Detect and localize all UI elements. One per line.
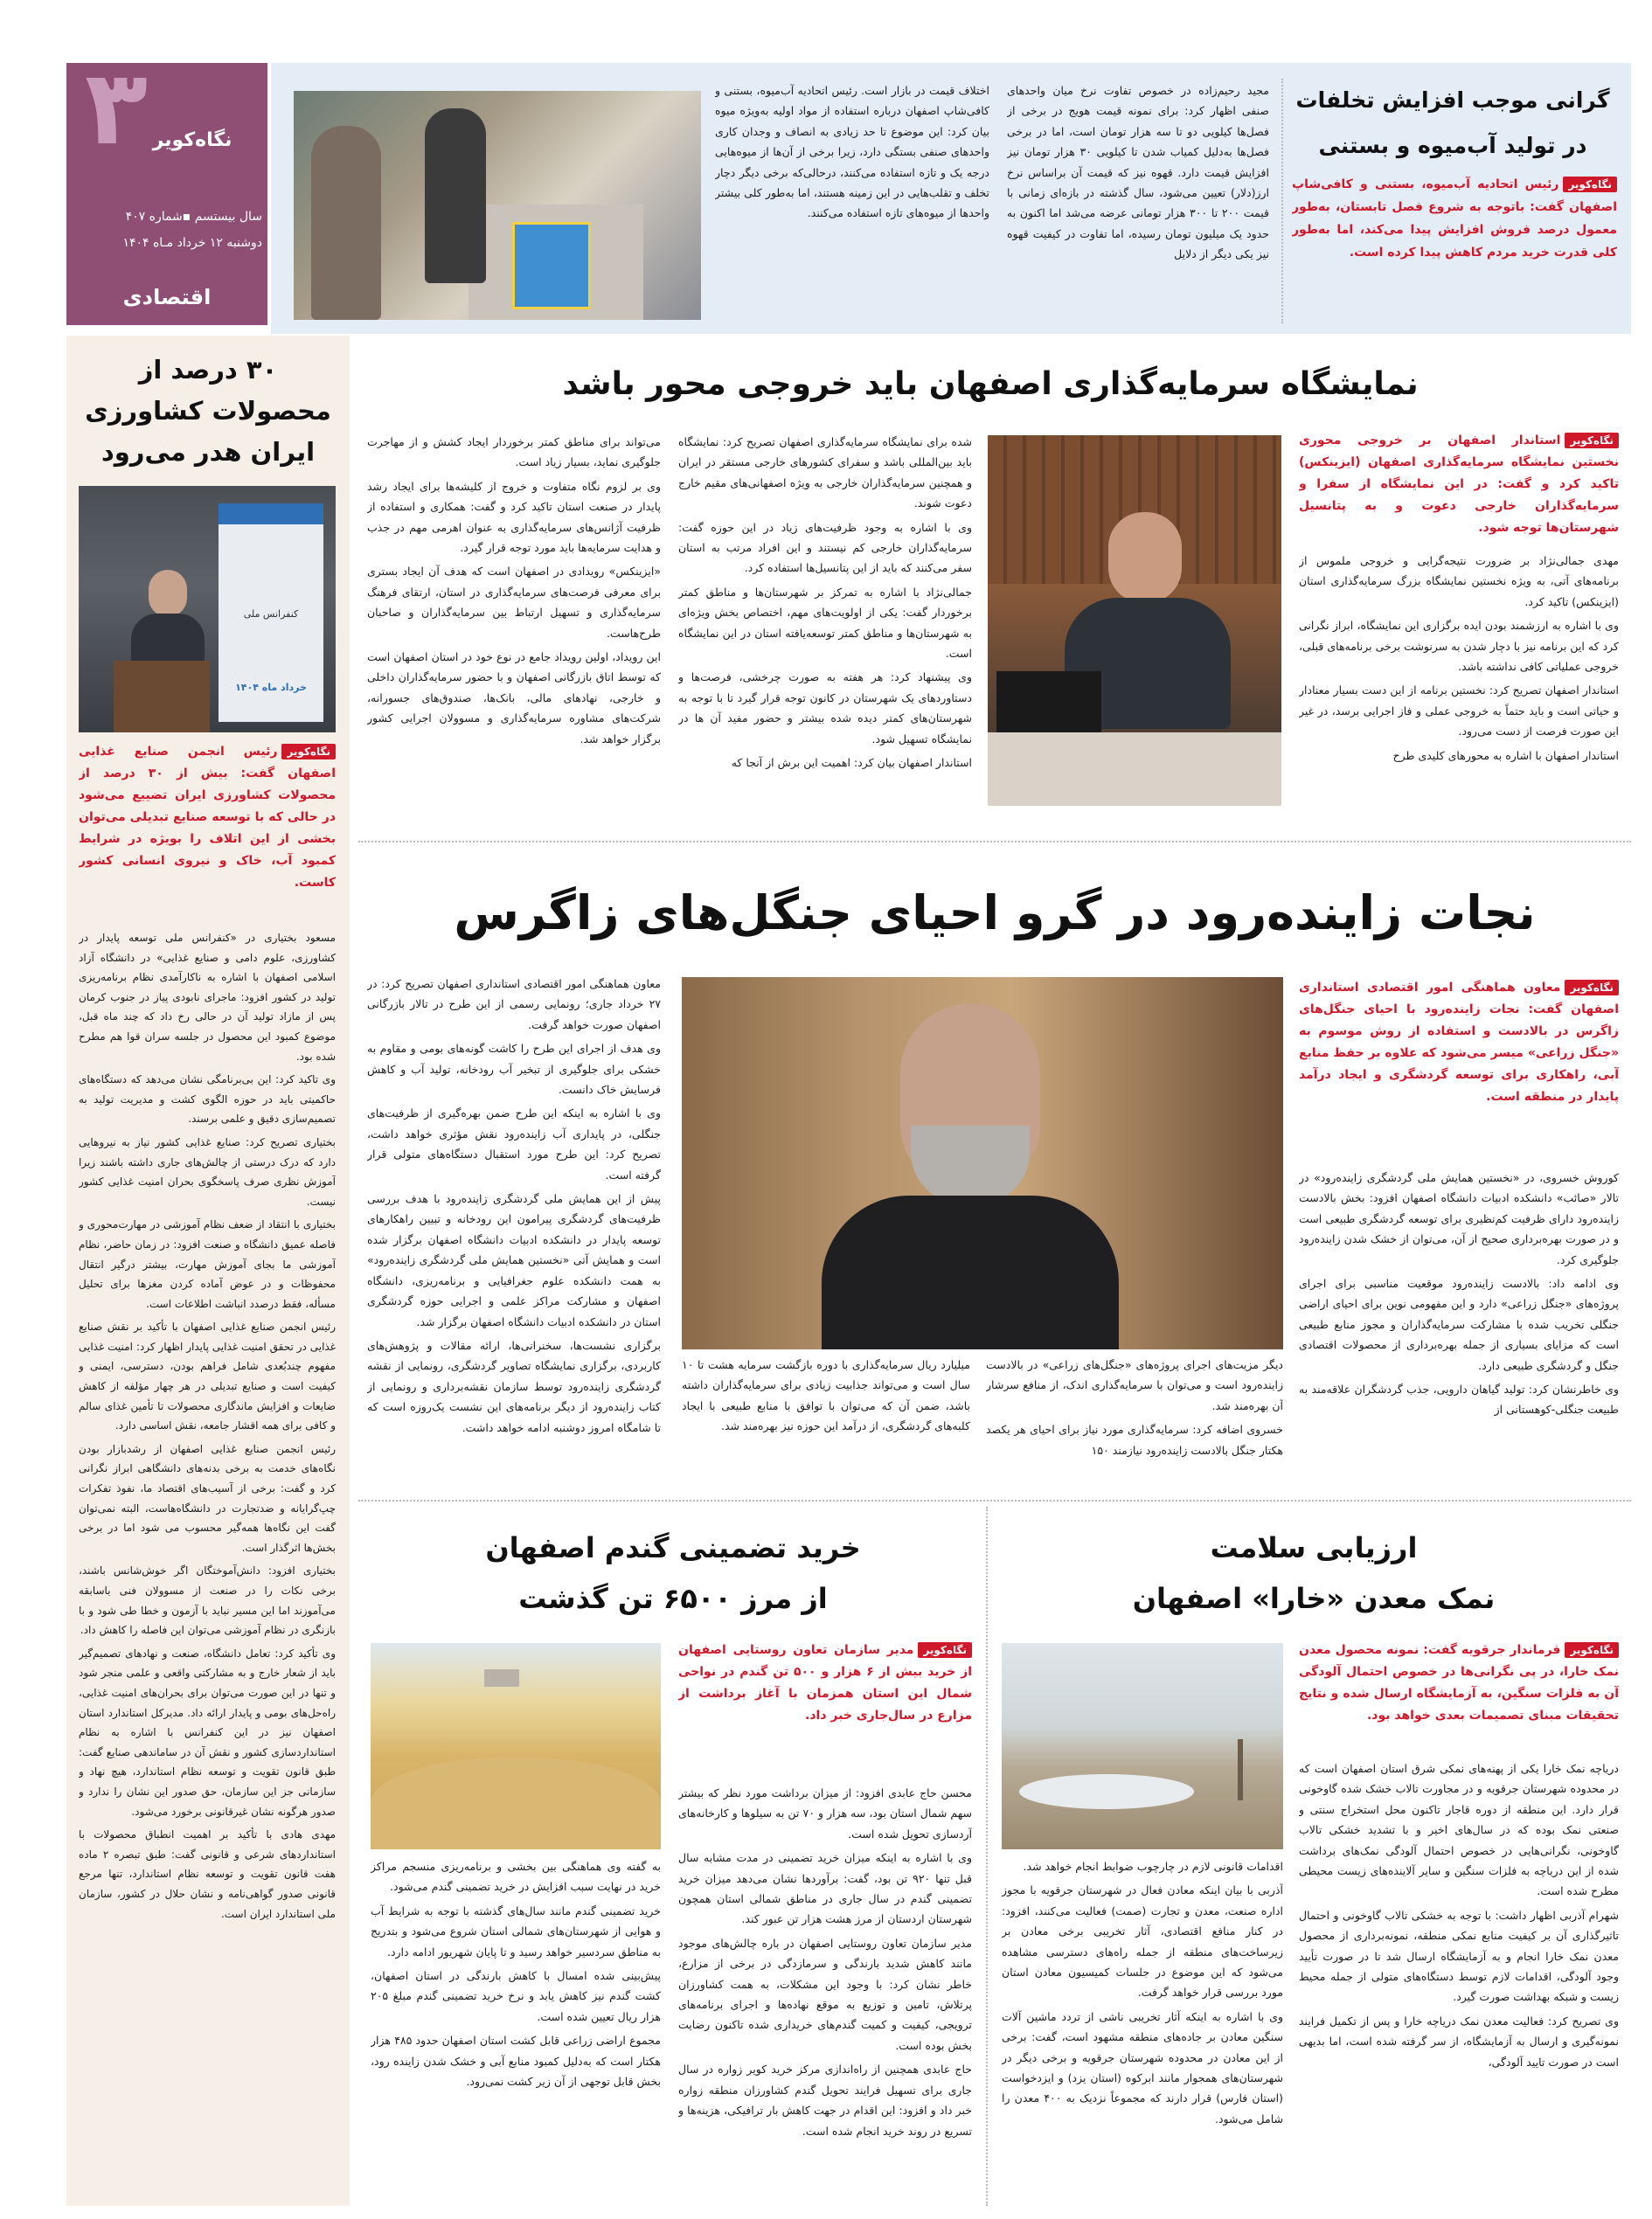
newspaper-logo: نگاه‌کویر bbox=[152, 129, 233, 151]
paragraph: استاندار اصفهان بیان کرد: اهمیت این برش از آنجا که bbox=[731, 756, 972, 770]
investment-col-3 bbox=[367, 432, 661, 811]
paragraph: وی ادامه داد: بالادست زاینده‌رود موقعیت مناسبی برای اجرای پروژه‌های «جنگل زراعی» دارد و این مفهومی نوین برای احیای اراضی جنگلی تخریب شده با مشارکت سرمایه‌گذاران و مجوز منابع طبیعی است که مزایای بسیاری از جمله بهره‌برداری از محصولات اقتصادی جنگل و گردشگری طبیعی دارد. bbox=[1299, 1277, 1619, 1372]
sidebar-title: ۳۰ درصد از محصولات کشاورزی ایران هدر می‌رود bbox=[85, 355, 331, 467]
wheat-harvest-photo bbox=[371, 1643, 661, 1849]
paragraph: آذربی با بیان اینکه معادن فعال در شهرستان جرقویه با مجوز اداره صنعت، معدن و تجارت (صمت) فعالیت می‌کنند، افزود: در کنار منافع اقتصادی، آثار تخریبی برخی معادن بر زیرساخت‌های منطقه از جمله راه‌های دسترسی مشاهده می‌شود که این موضوع در جلسات کمیسیون معادن استان مورد بررسی قرار خواهد گرفت. bbox=[1002, 1883, 1283, 2000]
date-line: دوشنبه ۱۲ خرداد مـاه ۱۴۰۴ bbox=[122, 236, 262, 250]
paragraph: وی با اشاره به اینکه میزان خرید تضمینی در مدت مشابه سال قبل تنها ۹۲۰ تن بود، گفت: برآوردها نشان می‌دهد میزان خرید تضمینی گندم در سال جاری در مناطق شمالی استان همچون شهرستان اردستان از مرز هشت هزار تن عبور کند. bbox=[678, 1851, 972, 1926]
salt-lake-photo bbox=[1002, 1643, 1283, 1849]
paragraph: برگزاری نشست‌ها، سخنرانی‌ها، ارائه مقالات و پژوهش‌های کاربردی، برگزاری نمایشگاه تصاویر گردشگری، رونمایی از نقشه گردشگری زاینده‌رود توسط سازمان نقشه‌برداری و رونمایی از کتاب زاینده‌رود از دیگر برنامه‌های این نشست یک‌روزه است که تا شامگاه امروز دوشنبه ادامه خواهد داشت. bbox=[367, 1338, 661, 1434]
wheat-col-1 bbox=[678, 1783, 972, 2204]
paragraph: مهدی جمالی‌نژاد بر ضرورت نتیجه‌گرایی و خروجی ملموس از برنامه‌های آتی، به ویژه نخستین نمایشگاه بزرگ سرمایه‌گذاری استان (ایزینکس) تاکید کرد. bbox=[1299, 554, 1619, 608]
top-story-col-1: مجید رحیم‌زاده در خصوص تفاوت نرخ میان واحدهای صنفی اظهار کرد: برای نمونه قیمت هویج در برخی از فصل‌ها کیلویی دو تا سه هزار تومان است، اما در برخی فصل‌ها به‌دلیل کمیاب شدن تا کیلویی ۳۰ هزار تومان نیز افزایش قیمت دارد. قهوه نیز که قیمت آن براساس نرخ ارز(دلار) تعیین می‌شود، سال گذشته در بازه‌ای زمانی با قیمت ۲۰۰ تا ۳۰۰ هزار تومانی عرضه می‌شد اما اکنون به حدود یک میلیون تومان رسیده، اما تفاوت در کیفیت قهوه نیز یکی دیگر از دلایل bbox=[1007, 84, 1269, 261]
paragraph: وی با اشاره به وجود ظرفیت‌های زیاد در این حوزه گفت: سرمایه‌گذاران خارجی کم نیستند و این افراد مرتب به استان سفر می‌کنند که باید از این پتانسیل‌ها استفاده کرد. bbox=[678, 520, 972, 575]
governor-photo bbox=[988, 435, 1281, 806]
banner-date: خرداد ماه ۱۴۰۴ bbox=[235, 682, 307, 693]
paragraph: وی تصریح کرد: فعالیت معدن نمک دریاچه خارا و پس از تکمیل فرایند نمونه‌گیری و ارسال به آزمایشگاه، از سر گرفته شده است، اما بدیهی است در صورت تایید آلودگی، bbox=[1299, 2014, 1619, 2069]
sidebar-body bbox=[79, 928, 336, 2202]
banner-stripe bbox=[219, 503, 323, 524]
paragraph: رئیس انجمن صنایع غذایی اصفهان با تأکید بر نقش صنایع غذایی در تحقق امنیت غذایی پایدار اظهار کرد: امنیت غذایی مفهوم چندبُعدی شامل فراهم بودن، دسترسی، ایمنی و کیفیت است و صنایع تبدیلی در هر چهار مؤلفه از کاهش ضایعات و افزایش ماندگاری محصولات تا تأمین غذای سالم و کافی برای همه اقشار جامعه، نقش اساسی دارد. bbox=[79, 1321, 336, 1432]
paragraph: رئیس انجمن صنایع غذایی اصفهان از رشدبازار بودن نگاه‌های خدمت به برخی بدنه‌های دانشگاهی ابراز نگرانی کرد و گفت: برخی از آسیب‌های اقتصاد ما، نفوذ تفکرات چپ‌گرایانه و ضدتجارت در دانشگاه‌هاست، البته نمی‌توان گفت این نگاه‌ها همه‌گیر محسوب می شود اما در برخی بخش‌ها اثرگذار است. bbox=[79, 1442, 336, 1554]
zagros-title: نجات زاینده‌رود در گرو احیای جنگل‌های زاگرس bbox=[454, 885, 1536, 940]
salt-flat bbox=[1019, 1774, 1194, 1809]
table bbox=[988, 732, 1281, 806]
salt-title-2: نمک معدن «خارا» اصفهان bbox=[1132, 1582, 1496, 1615]
investment-col-1 bbox=[1299, 551, 1619, 813]
section-label: اقتصادی bbox=[122, 285, 212, 309]
section-divider bbox=[358, 1500, 1631, 1501]
paragraph: بختیاری با انتقاد از ضعف نظام آموزشی در مهارت‌محوری و فاصله عمیق دانشگاه و صنعت افزود: در زمان حاضر، نظام آموزشی ما بجای آموزش مهارت، بیشتر درگیر انتقال محفوظات و در عوض آماده کردن مغزها برای تحلیل مسأله، فقط درصدد انباشت اطلاعات است. bbox=[79, 1218, 336, 1310]
paragraph: دریاچه نمک خارا یکی از پهنه‌های نمکی شرق استان اصفهان است که در محدوده شهرستان جرقویه و در مجاورت تالاب خشک شده گاوخونی قرار دارد. این منطقه از دوره قاجار تاکنون محل استخراج سنتی و صنعتی نمک بوده که در سال‌های اخیر و با تشدید خشکی تالاب گاوخونی، نگرانی‌هایی در خصوص احتمال آلودگی نمک‌های برداشت شده از این دریاچه به فلزات سنگین و سایر آلاینده‌های زیست محیطی مطرح شده است. bbox=[1299, 1762, 1619, 1898]
conference-photo bbox=[79, 486, 336, 732]
zagros-lead-text: معاون هماهنگی امور اقتصادی استانداری اصفهان گفت: نجات زاینده‌رود با احیای جنگل‌های زاگرس در بالادست و استفاده از روش موسوم به «جنگل زراعی» میسر می‌شود که علاوه بر حفظ منابع آبی، راهکاری برای توسعه گردشگری و ایجاد درآمد پایدار در منطقه است. bbox=[1299, 981, 1619, 1104]
top-story-title-1: گرانی موجب افزایش تخلفات bbox=[1295, 87, 1610, 113]
paragraph: پیش از این همایش ملی گردشگری زاینده‌رود با هدف بررسی ظرفیت‌های گردشگری پیرامون این رودخانه و تبیین راهکارهای توسعه پایدار در دانشکده ادبیات دانشگاه اصفهان برگزار شده است و همایش آتی «نخستین همایش ملی گردشگری زاینده‌رود» به همت دانشکده علوم جغرافیایی و برنامه‌ریزی، دانشگاه اصفهان و مشارکت مراکز علمی و اجرایی حوزه گردشگری استان در دانشکده ادبیات دانشگاه اصفهان برگزار شد. bbox=[367, 1192, 661, 1328]
paragraph: محسن حاج عابدی افزود: از میزان برداشت مورد نظر که بیشتر سهم شمال استان بود، سه هزار و ۷۰ تن به سیلوها و کارخانه‌های آردسازی تحویل شده است. bbox=[678, 1786, 972, 1841]
paragraph: مسعود بختیاری در «کنفرانس ملی توسعه پایدار در کشاورزی، علوم دامی و صنایع غذایی» در دانشگاه آزاد اسلامی اصفهان با اشاره به ناکارآمدی نظام برنامه‌ریزی تولید در کشور افزود: ماجرای نابودی پیاز در جنوب کرمان پس از مازاد تولید آن در حالی رخ داد که چند ماه قبل، موضوع کمبود این محصول در جلسه سران قوا هم مطرح شده بود. bbox=[79, 932, 336, 1063]
investment-lead bbox=[1299, 430, 1619, 544]
paragraph: جمالی‌نژاد با اشاره به تمرکز بر شهرستان‌ها و مناطق کمتر برخوردار گفت: یکی از اولویت‌های مهم، اختصاص بخش ویژه‌ای به شهرستان‌ها و مناطق کمتر توسعه‌یافته استان در این نمایشگاه است. bbox=[678, 585, 972, 661]
wheat-lead-text: مدیر سازمان تعاون روستایی اصفهان از خرید بیش از ۶ هزار و ۵۰۰ تن گندم در نواحی شمال این استان همزمان با آغاز برداشت از مزارع در سال‌جاری خبر داد. bbox=[678, 1643, 972, 1723]
paragraph: وی تأکید کرد: تعامل دانشگاه، صنعت و نهادهای تصمیم‌گیر باید از شعار خارج و به مشارکتی واقعی و علمی منجر شود و تنها در این صورت می‌توان برای بحران‌های امنیت غذایی، راه‌حل‌های بومی و پایدار ارائه داد. مدیرکل استاندارد استان اصفهان نیز در این کنفرانس با اشاره به نظام استانداردسازی کشور و نقش آن در ساماندهی صنایع گفت: طبق قانون تقویت و توسعه نظام استاندارد، هیچ نهاد و سازمانی جز این سازمان، حق صدور این نشان را ندارد و صدور هرگونه نشان غیرقانونی برخورد می‌شود. bbox=[79, 1647, 336, 1818]
paragraph: می‌تواند برای مناطق کمتر برخوردار ایجاد کشش و از مهاجرت جلوگیری نماید، بسیار زیاد است. bbox=[367, 435, 661, 469]
person-jacket bbox=[822, 1196, 1119, 1349]
section-divider bbox=[358, 841, 1631, 843]
sidebar-lead bbox=[79, 741, 336, 925]
paragraph: استاندار اصفهان تصریح کرد: نخستین برنامه از این دست بسیار معنادار و حیاتی است و باید حتماً به خروجی عملی و فاز اجرایی برسد، در غیر این صورت فرصت از دست می‌رود. bbox=[1299, 683, 1619, 739]
banner-text: کنفرانس ملی bbox=[243, 608, 299, 620]
top-story-lead bbox=[1292, 173, 1617, 329]
paragraph: وی با اشاره به اینکه آثار تخریبی ناشی از تردد ماشین آلات سنگین معادن بر جاده‌های منطقه مشهود است، گفت: برخی از این معادن در محدوده شهرستان جرقویه و برخی دیگر در شهرستان‌های همجوار مانند ابرکوه (استان یزد) و ایزدخواست (استان فارس) قرار دارند که مجموعاً نزدیک به ۴۰۰ معدن را شامل می‌شود. bbox=[1002, 2009, 1283, 2125]
conference-banner bbox=[219, 503, 323, 722]
juice-shop-photo bbox=[294, 91, 701, 320]
badge-logo: نگاه‌کویر bbox=[1565, 1642, 1619, 1658]
top-story-title-2: در تولید آب‌میوه و بستنی bbox=[1318, 133, 1587, 158]
zagros-col-2a bbox=[986, 1355, 1283, 1494]
badge-logo: نگاه‌کویر bbox=[281, 744, 336, 759]
paragraph: مجموع اراضی زراعی قابل کشت استان اصفهان حدود ۴۸۵ هزار هکتار است که به‌دلیل کمبود منابع آبی و خشک شدن زاینده رود، بخش قابل توجهی از آن زیر کشت نمی‌رود. bbox=[371, 2034, 661, 2089]
column-divider bbox=[986, 1507, 988, 2206]
wheat-title-2: از مرز ۶۵۰۰ تن گذشت bbox=[518, 1582, 828, 1615]
person-vendor bbox=[425, 108, 486, 283]
page-number: ۳ bbox=[84, 47, 149, 168]
podium bbox=[114, 661, 210, 732]
paragraph: دیگر مزیت‌های اجرای پروژه‌های «جنگل‌های زراعی» در بالادست زاینده‌رود است و می‌توان با سرمایه‌گذاری اندک، از منافع سرشار آن بهره‌مند شد. bbox=[986, 1358, 1283, 1412]
top-story-lead-text: رئیس اتحادیه آب‌میوه، بستنی و کافی‌شاپ اصفهان گفت: باتوجه به شروع فصل تابستان، به‌طور معمول درصد فروش افزایش پیدا می‌کند، اما به‌طور کلی قدرت خرید مردم کاهش پیدا کرده است. bbox=[1292, 177, 1617, 260]
paragraph: وی خاطرنشان کرد: تولید گیاهان دارویی، جذب گردشگران علاقه‌مند به طبیعت جنگلی-کوهستانی از bbox=[1299, 1383, 1619, 1417]
grain-pile bbox=[371, 1757, 661, 1849]
top-story-divider bbox=[1281, 79, 1283, 323]
badge-logo: نگاه‌کویر bbox=[1563, 177, 1617, 192]
top-story-col-2: اختلاف قیمت در بازار است. رئیس اتحادیه آب‌میوه، بستنی و کافی‌شاپ اصفهان درباره استفاده از مواد اولیه به‌ویژه میوه بیان کرد: این موضوع تا حد زیادی به انصاف و وجدان کاری واحدهای صنفی بستگی دارد، زیرا برخی از آن‌ها از میوه‌هایی درجه یک و تازه استفاده می‌کنند، درحالی‌که برخی دیگر دچار تخلف و تقلب‌هایی در این زمینه هستند، اما به‌طور کلی بیشتر واحدها از میوه‌های تازه استفاده می‌کنند. bbox=[715, 84, 989, 220]
paragraph: مدیر سازمان تعاون روستایی اصفهان در باره چالش‌های موجود مانند کاهش شدید بارندگی و سرمازدگی در برخی از مزارع، خاطر نشان کرد: با وجود این مشکلات، به همت کشاورزان پرتلاش، تامین و توزیع به موقع نهاده‌ها و اجرای برنامه‌های ترویجی، کیفیت و کمیت گندم‌های خریداری شده تاکنون رضایت بخش بوده است. bbox=[678, 1936, 972, 2052]
paragraph: شده برای نمایشگاه سرمایه‌گذاری اصفهان تصریح کرد: نمایشگاه باید بین‌المللی باشد و سفرای کشورهای خارجی مستقر در ایران و همچنین سرمایه‌گذاران خارجی به ویژه اصفهانی‌های مقیم خارج دعوت شوند. bbox=[678, 435, 972, 510]
paragraph: معاون هماهنگی امور اقتصادی استانداری اصفهان تصریح کرد: در ۲۷ خرداد جاری؛ رونمایی رسمی از این طرح در تالار بازرگانی اصفهان صورت خواهد گرفت. bbox=[367, 977, 661, 1031]
speaker-head bbox=[149, 570, 187, 617]
salt-col-2 bbox=[1002, 1856, 1283, 2204]
paragraph: استاندار اصفهان با اشاره به محورهای کلیدی طرح bbox=[1392, 748, 1619, 762]
paragraph: وی تاکید کرد: این بی‌برنامگی نشان می‌دهد که دستگاه‌های حاکمیتی باید در حوزه الگوی کشت و مدیریت تولید به تصمیم‌سازی دقیق و علمی برسند. bbox=[79, 1073, 336, 1126]
salt-title-1: ارزیابی سلامت bbox=[1210, 1531, 1418, 1564]
sidebar-lead-text: رئیس انجمن صنایع غذایی اصفهان گفت: بیش از ۳۰ درصد از محصولات کشاورزی ایران تضییع می‌شود در حالی که با توسعه صنایع تبدیلی می‌توان بخشی از این اتلاف را بویژه در شرایط کمبود آب، خاک و نیروی انسانی کشور کاست. bbox=[79, 745, 336, 890]
paragraph: مهدی هادی با تأکید بر اهمیت انطباق محصولات با استانداردهای شرعی و قانونی گفت: طبق تبصره ۲ ماده هفت قانون تقویت و توسعه نظام استاندارد، تنها مرجع قانونی صدور گواهی‌نامه و نشان حلال در کشور، سازمان ملی استاندارد ایران است. bbox=[79, 1828, 336, 1920]
paragraph: حاج عابدی همچنین از راه‌اندازی مرکز خرید کویر زواره در سال جاری برای تسهیل فرایند تحویل گندم کشاورزان منطقه زواره خبر داد و افزود: این اقدام در جهت کاهش بار ترافیکی، هزینه‌ها و تسریع در روند خرید انجام شده است. bbox=[678, 2063, 972, 2138]
paragraph: وی پیشنهاد کرد: هر هفته به صورت چرخشی، فرصت‌ها و دستاوردهای یک شهرستان در کانون توجه قرار گیرد تا با توجه به شهرستان‌های کمتر دیده شده بیشتر و حضور مفید آن ها در نمایشگاه تسهیل شود. bbox=[678, 670, 972, 745]
paragraph: کوروش خسروی، در «نخستین همایش ملی گردشگری زاینده‌رود» در تالار «صائب» دانشکده ادبیات دانشگاه اصفهان افزود: بخش بالادست زاینده‌رود دارای ظرفیت کم‌نظیری برای توسعه گردشگری طبیعی است و در صورت بهره‌برداری صحیح از آن، می‌توان از خشک شدن زاینده‌رود جلوگیری کرد. bbox=[1299, 1171, 1619, 1266]
paragraph: بختیاری افزود: دانش‌آموختگان اگر خوش‌شانس باشند، برخی نکات را در صنعت از مسوولان فنی باسابقه می‌آموزند اما این مسیر نباید با آزمون و خطا طی شود و با بازنگری در نظام آموزشی می‌توان این فاصله را کاهش داد. bbox=[79, 1564, 336, 1637]
zagros-col-3 bbox=[367, 974, 661, 1498]
paragraph: اقدامات قانونی لازم در چارچوب ضوابط انجام خواهد شد. bbox=[1023, 1860, 1283, 1873]
person-head bbox=[1108, 512, 1182, 603]
paragraph: وی با اشاره به اینکه این طرح ضمن بهره‌گیری از ظرفیت‌های جنگلی، در پایداری آب زاینده‌رود نقش مؤثری خواهد داشت، تصریح کرد: این طرح مورد استقبال دستگاه‌های متولی قرار گرفته است. bbox=[367, 1106, 661, 1182]
zagros-col-1 bbox=[1299, 1168, 1619, 1500]
salt-lead bbox=[1299, 1640, 1619, 1755]
paragraph: خرید تضمینی گندم مانند سال‌های گذشته با توجه به شرایط آب و هوایی از شهرستان‌های شمالی استان شروع می‌شود و بتدریج به مناطق سردسیر خواهد رسید و تا پایان شهریور ادامه دارد. bbox=[371, 1903, 661, 1959]
paragraph: بختیاری تصریح کرد: صنایع غذایی کشور نیاز به نیروهایی دارد که درک درستی از چالش‌های جاری داشته باشند زیرا آموزش نظری صرف پاسخگوی بحران امنیت غذایی کشور نیست. bbox=[79, 1135, 336, 1208]
paragraph: وی هدف از اجرای این طرح را کاشت گونه‌های بومی و مقاوم به خشکی برای جلوگیری از تبخیر آب رودخانه، تولید آب و کاهش فرسایش خاک دانست. bbox=[367, 1042, 661, 1097]
person-beard bbox=[911, 1126, 1030, 1204]
badge-logo: نگاه‌کویر bbox=[1565, 980, 1619, 995]
paragraph: شهرام آذربی اظهار داشت: با توجه به خشکی تالاب گاوخونی و احتمال تاثیرگذاری آن بر کیفیت منابع نمکی منطقه، نمونه‌برداری از محصول معدن نمک خارا انجام و به آزمایشگاه ارسال شد تا در صورت تأیید وجود آلودگی، اقدامات لازم توسط دستگاه‌های متولی از جمله محیط زیست و شبکه بهداشت صورت گیرد. bbox=[1299, 1908, 1619, 2004]
paragraph: این رویداد، اولین رویداد جامع در نوع خود در استان اصفهان است که توسط اتاق بازرگانی اصفهان و با حضور سرمایه‌گذاران داخلی و خارجی، نهادهای مالی، بانک‌ها، صندوق‌های جسورانه، شرکت‌های مشاوره سرمایه‌گذاری و مسوولان اجرایی کشور برگزار خواهد شد. bbox=[367, 650, 661, 745]
badge-logo: نگاه‌کویر bbox=[918, 1642, 972, 1658]
paragraph: به گفته وی هماهنگی بین بخشی و برنامه‌ریزی منسجم مراکز خرید در نهایت سبب افزایش در خرید تضمینی گندم می‌شود. bbox=[371, 1860, 661, 1894]
paragraph: وی با اشاره به ارزشمند بودن ایده برگزاری این نمایشگاه، ابراز نگرانی کرد که این برنامه نیز با دچار شدن به سرنوشت برخی برنامه‌های قبلی، خروجی عملیاتی کافی نداشته باشد. bbox=[1299, 619, 1619, 674]
paragraph: پیش‌بینی شده امسال با کاهش بارندگی در استان اصفهان، کشت گندم نیز کاهش یابد و نرخ خرید تضمینی گندم مبلغ ۲۰۵ هزار ریال تعیین شده است. bbox=[371, 1969, 661, 2023]
mining-tower bbox=[1238, 1739, 1243, 1800]
investment-lead-text: استاندار اصفهان بر خروجی محوری نخستین نمایشگاه سرمایه‌گذاری اصفهان (ایزینکس) تاکید کرد و گفت: در این نمایشگاه از سفرا و سرمایه‌گذاران خارجی دعوت و به پتانسیل شهرستان‌ها توجه شود. bbox=[1299, 433, 1619, 535]
shop-sign bbox=[512, 222, 591, 309]
wheat-lead bbox=[678, 1640, 972, 1779]
harvester bbox=[484, 1669, 519, 1687]
investment-title: نمایشگاه سرمایه‌گذاری اصفهان باید خروجی محور باشد bbox=[562, 366, 1419, 402]
zagros-col-2b: میلیارد ریال سرمایه‌گذاری با دوره بازگشت سرمایه هشت تا ۱۰ سال است و می‌تواند جذابیت زیادی برای سرمایه‌گذاران داشته باشد، ضمن آن که می‌توان با توافق با منابع طبیعی با ایجاد کلبه‌های گردشگری، از درآمد این حوزه نیز بهره‌مند شد. bbox=[682, 1358, 970, 1433]
paragraph: وی بر لزوم نگاه متفاوت و خروج از کلیشه‌ها برای ایجاد رشد پایدار در صنعت استان تاکید کرد و گفت: همکاری و استفاده از ظرفیت آژانس‌های سرمایه‌گذاری به عنوان اهرمی مهم در جذب و هدایت سرمایه‌ها باید مورد توجه قرار گیرد. bbox=[367, 479, 661, 555]
paragraph: «ایزینکس» رویدادی در اصفهان است که هدف آن ایجاد بستری برای معرفی فرصت‌های سرمایه‌گذاری در استان، ارتقای فرهنگ سرمایه‌گذاری و تسهیل ارتباط بین سرمایه‌گذاران و صاحبان طرح‌هاست. bbox=[367, 565, 661, 640]
person-customer bbox=[311, 126, 381, 320]
badge-logo: نگاه‌کویر bbox=[1565, 433, 1619, 448]
official-portrait-photo bbox=[682, 977, 1283, 1349]
salt-lead-text: فرماندار جرقویه گفت: نمونه محصول معدن نمک خارا، در پی نگرانی‌ها در خصوص احتمال آلودگی آن به فلزات سنگین، به آزمایشگاه ارسال شده و نتایج تحقیقات مبنای تصمیمات بعدی خواهد بود. bbox=[1299, 1643, 1619, 1723]
wheat-col-2 bbox=[371, 1856, 661, 2204]
zagros-lead bbox=[1299, 977, 1619, 1161]
wheat-title-1: خرید تضمینی گندم اصفهان bbox=[485, 1531, 861, 1564]
issue-line: سال بیستسم ▪شماره ۴۰۷ bbox=[125, 210, 262, 224]
investment-col-2 bbox=[678, 432, 972, 811]
salt-col-1 bbox=[1299, 1758, 1619, 2204]
paragraph: خسروی اضافه کرد: سرمایه‌گذاری مورد نیاز برای احیای هر یکصد هکتار جنگل بالادست زاینده‌رود نیازمند ۱۵۰ bbox=[986, 1423, 1283, 1457]
